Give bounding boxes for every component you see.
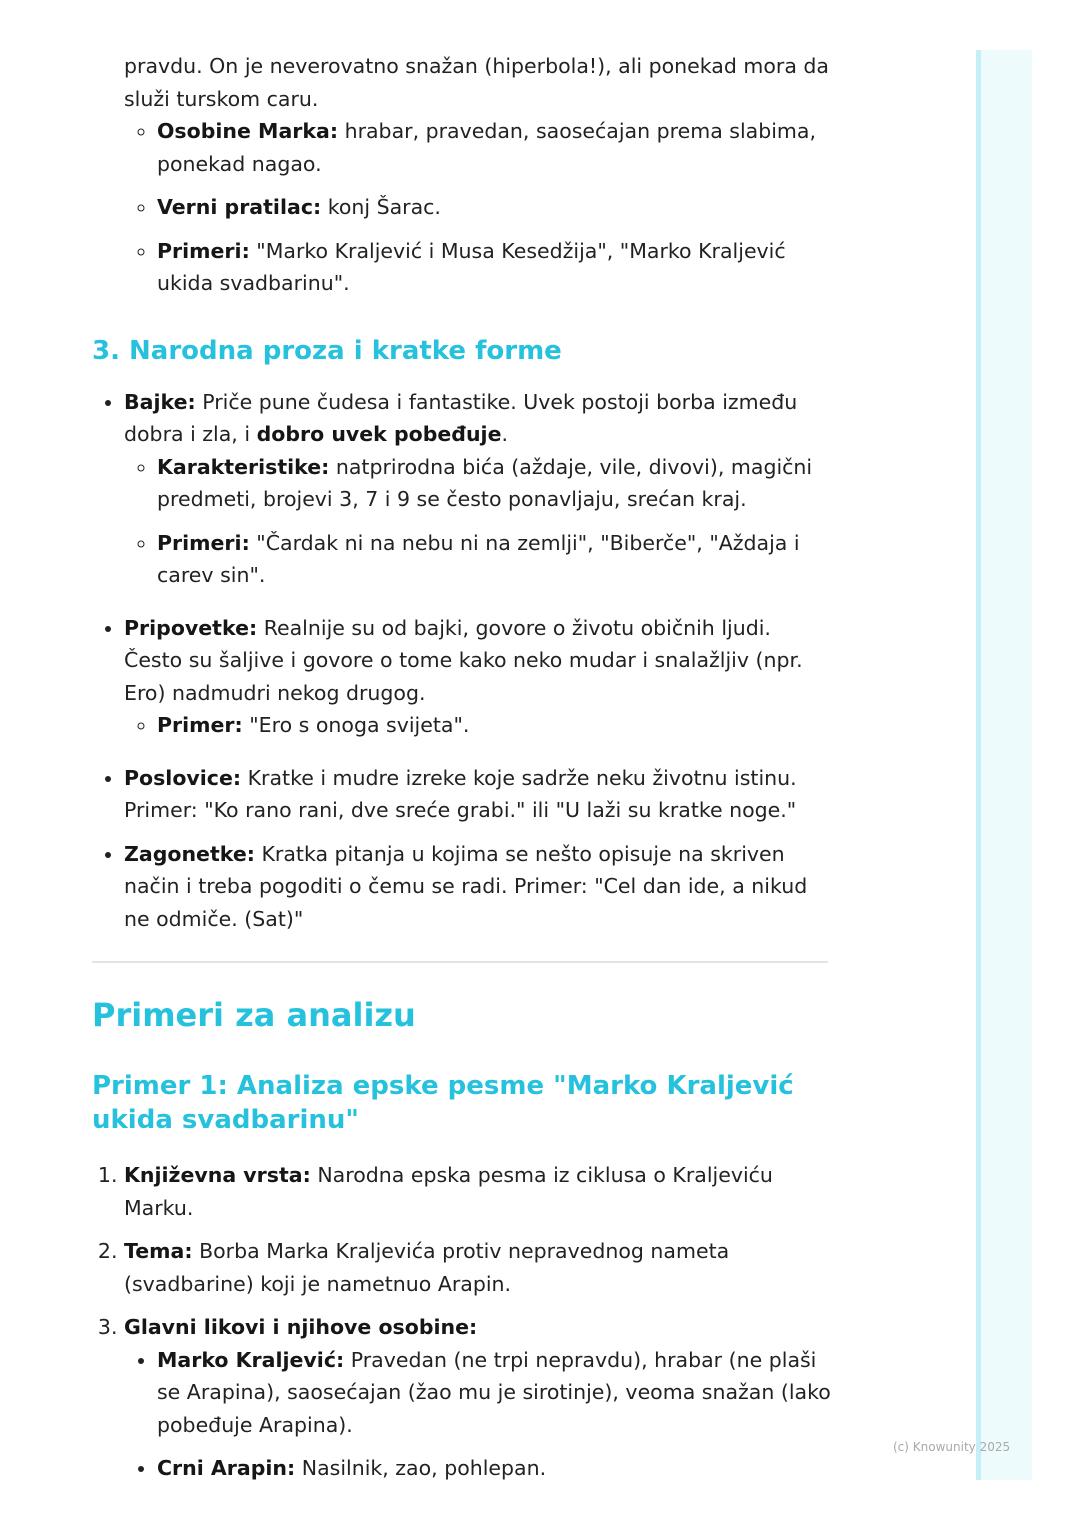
list-item-tema: 2. Tema: Borba Marka Kraljevića protiv nepravednog nameta (svadbarine) koji je nametnuo Arapin. [124, 1235, 832, 1300]
copyright-footer: (c) Knowunity 2025 [893, 1440, 1011, 1454]
list-item-zagonetke: • Zagonetke: Kratka pitanja u kojima se nešto opisuje na skriven način i treba pogoditi o čemu se radi. Primer: "Cel dan ide, a nikud ne odmiče. (Sat)" [124, 838, 832, 936]
list-item: • Marko Kraljević: Pravedan (ne trpi nepravdu), hrabar (ne plaši se Arapina), saosećajan (žao mu je sirotinje), veoma snažan (lako pobeđuje Arapina). [157, 1344, 832, 1442]
page-content [92, 50, 832, 1496]
list-item-pripovetke: • Pripovetke: Realnije su od bajki, govore o životu običnih ljudi. Često su šaljive i govore o tome kako neko mudar i snalažljiv (npr. Ero) nadmudri nekog drugog. ◦ Primer: "Ero s onoga svijeta". [124, 612, 832, 742]
continued-list-item [92, 50, 832, 300]
narodna-proza-list [92, 386, 832, 936]
list-item-bajke: • Bajke: Priče pune čudesa i fantastike. Uvek postoji borba između dobra i zla, i dobro uvek pobeđuje. ◦ Karakteristike: natprirodna bića (aždaje, vile, divovi), magični predmeti, brojevi 3, 7 i 9 se često ponavljaju, srećan kraj. ◦ Primeri: "Čardak ni na nebu ni na zemlji", "Biberče", "Aždaja i carev sin". [124, 386, 832, 592]
horizontal-divider [92, 961, 828, 963]
list-item-poslovice: • Poslovice: Kratke i mudre izreke koje sadrže neku životnu istinu. Primer: "Ko rano rani, dve sreće grabi." ili "U laži su kratke noge." [124, 762, 832, 827]
example-heading: Primer 1: Analiza epske pesme "Marko Kraljević ukida svadbarinu" [92, 1071, 794, 1135]
section-heading-narodna-proza: 3. Narodna proza i kratke forme [92, 335, 562, 366]
list-item: ◦ Osobine Marka: hrabar, pravedan, saosećajan prema slabima, ponekad nagao. [157, 115, 832, 180]
analysis-numbered-list [92, 1159, 832, 1485]
characters-list [124, 1344, 832, 1485]
list-item: ◦ Primer: "Ero s onoga svijeta". [157, 709, 832, 742]
page-side-panel [976, 50, 1032, 1480]
page-side-border [976, 50, 981, 1480]
list-item: ◦ Verni pratilac: konj Šarac. [157, 191, 832, 224]
continued-text: pravdu. On je neverovatno snažan (hiperbola!), ali ponekad mora da služi turskom caru. [124, 54, 829, 111]
bajke-sublist [124, 451, 832, 592]
section-heading-primeri: Primeri za analizu [92, 996, 416, 1034]
list-item-glavni-likovi: 3. Glavni likovi i njihove osobine: • Marko Kraljević: Pravedan (ne trpi nepravdu), hrabar (ne plaši se Arapina), saosećajan (žao mu je sirotinje), veoma snažan (lako pobeđuje Arapina). • Crni Arapin: Nasilnik, zao, pohlepan. [124, 1311, 832, 1485]
marko-details-list [124, 115, 832, 300]
list-item: ◦ Karakteristike: natprirodna bića (aždaje, vile, divovi), magični predmeti, brojevi 3, 7 i 9 se često ponavljaju, srećan kraj. [157, 451, 832, 516]
pripovetke-sublist [124, 709, 832, 742]
list-item: • Crni Arapin: Nasilnik, zao, pohlepan. [157, 1452, 832, 1485]
list-item: ◦ Primeri: "Čardak ni na nebu ni na zemlji", "Biberče", "Aždaja i carev sin". [157, 527, 832, 592]
list-item: ◦ Primeri: "Marko Kraljević i Musa Kesedžija", "Marko Kraljević ukida svadbarinu". [157, 235, 832, 300]
list-item-knjizevna-vrsta: 1. Književna vrsta: Narodna epska pesma iz ciklusa o Kraljeviću Marku. [124, 1159, 832, 1224]
